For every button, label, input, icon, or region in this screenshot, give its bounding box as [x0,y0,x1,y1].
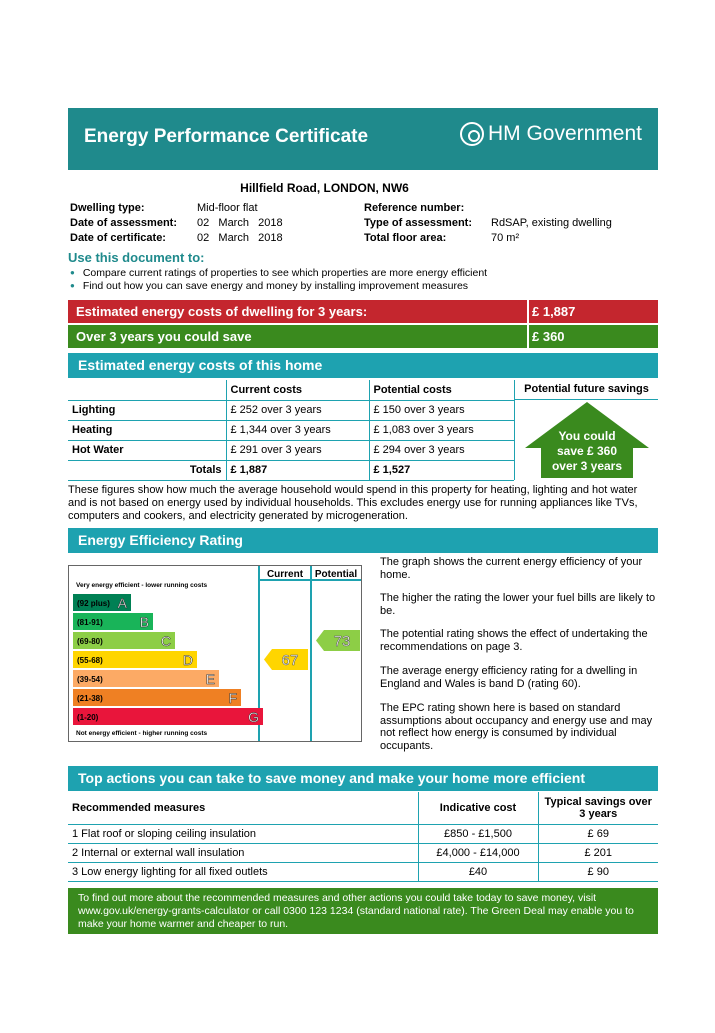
efficiency-paragraph: The graph shows the current energy efficiency of your home. [380,556,643,581]
cost-cell: £4,000 - £14,000 [418,843,538,862]
band-range-label: (92 plus) [77,599,110,608]
savings-arrow-line: over 3 years [551,459,623,473]
potential-cost-cell: £ 150 over 3 years [369,400,514,420]
costs-table [68,380,514,481]
reference-number-label: Reference number: [364,202,465,214]
band-letter-label: G [248,709,259,725]
measure-cell: 1 Flat roof or sloping ceiling insulation [68,824,418,843]
measures-table [68,792,658,882]
date-of-certificate-value: 02 March 2018 [197,232,283,244]
table-header-row [68,792,658,824]
saving-cell: £ 69 [538,824,658,843]
band-range-label: (21-38) [77,694,103,703]
potential-savings-header: Potential future savings [514,380,658,400]
bottom-note: Not energy efficient - higher running costs [76,730,208,737]
footer-line: To find out more about the recommended measures and other actions you could take today to save money, visit [78,892,597,904]
totals-current: £ 1,887 [226,460,369,480]
footer-line: www.gov.uk/energy-grants-calculator or call 0300 123 1234 (standard national rate). The Green Deal may enable you to [78,905,634,917]
current-cost-cell: £ 252 over 3 years [226,400,369,420]
savings-label: Over 3 years you could save [76,329,252,344]
band-letter-label: F [228,690,237,706]
property-address: Hillfield Road, LONDON, NW6 [240,181,409,195]
totals-potential: £ 1,527 [369,460,514,480]
bar-divider [527,300,529,323]
use-document-title: Use this document to: [68,250,205,265]
band-letter-label: C [160,633,171,649]
band-g-bar [73,708,263,725]
measure-cell: 2 Internal or external wall insulation [68,843,418,862]
totals-label: Totals [68,460,226,480]
estimated-cost-value: £ 1,887 [532,304,576,319]
potential-column-label: Potential [314,569,358,580]
table-header: Current costs [226,380,369,400]
table-row [68,400,514,420]
row-label: Heating [68,420,226,440]
costs-section-title: Estimated energy costs of this home [68,353,658,378]
total-floor-area-value: 70 m² [491,232,520,244]
dwelling-type-value: Mid-floor flat [197,202,258,214]
savings-arrow-icon [515,400,659,480]
hm-government-label: HM Government [487,122,642,145]
total-floor-area-label: Total floor area: [364,232,447,244]
saving-cell: £ 201 [538,843,658,862]
dwelling-type-label: Dwelling type: [70,202,145,214]
use-document-bullets [70,267,487,293]
potential-cost-cell: £ 294 over 3 years [369,440,514,460]
totals-row [68,460,514,480]
row-label: Hot Water [68,440,226,460]
band-letter-label: D [182,652,193,668]
date-of-assessment-label: Date of assessment: [70,217,177,229]
efficiency-paragraph: The EPC rating shown here is based on standard assumptions about occupancy and energy use and may not reflect how energy is consumed by individual occupants. [380,702,653,752]
royal-crest-icon [460,122,484,146]
table-row [68,843,658,862]
rating-bands [73,594,263,725]
table-header: Potential costs [369,380,514,400]
bullet-item: ● Compare current ratings of properties to see which properties are more energy efficient [70,267,487,280]
table-row [68,440,514,460]
costs-note: These figures show how much the average household would spend in this property for heating, lighting and hot water and is not based on energy used by individual households. This excludes energy use for running appliances like TVs, computers and cookers, and electricity generated by microgeneration. [68,484,638,522]
band-letter-label: A [117,595,127,611]
bullet-item: ● Find out how you can save energy and money by installing improvement measures [70,280,487,293]
band-range-label: (55-68) [77,656,103,665]
measure-cell: 3 Low energy lighting for all fixed outlets [68,862,418,881]
table-header: Indicative cost [418,792,538,824]
row-label: Lighting [68,400,226,420]
table-header: Recommended measures [68,792,418,824]
date-of-assessment-value: 02 March 2018 [197,217,283,229]
green-deal-footer [68,888,658,934]
potential-savings-box [514,400,658,480]
footer-line: make your home warmer and cheaper to run. [78,918,289,930]
band-range-label: (39-54) [77,675,103,684]
certificate-header [68,108,658,170]
estimated-cost-bar [68,300,658,323]
certificate-title: Energy Performance Certificate [84,126,369,147]
potential-rating-value: 73 [333,633,351,650]
current-column-label: Current [266,569,304,580]
efficiency-rating-graph [68,565,362,742]
savings-arrow-line: You could [558,429,616,443]
current-rating-value: 67 [281,652,299,669]
table-row [68,420,514,440]
band-range-label: (81-91) [77,618,103,627]
type-of-assessment-label: Type of assessment: [364,217,473,229]
hm-government-logo [460,122,642,146]
estimated-cost-label: Estimated energy costs of dwelling for 3 years: [76,304,368,319]
date-of-certificate-label: Date of certificate: [70,232,166,244]
band-letter-label: E [205,671,215,687]
band-letter-label: B [139,614,149,630]
potential-cost-cell: £ 1,083 over 3 years [369,420,514,440]
savings-value: £ 360 [532,329,565,344]
rating-chart [69,566,361,741]
table-row [68,862,658,881]
table-header: Typical savings over 3 years [538,792,658,824]
current-cost-cell: £ 1,344 over 3 years [226,420,369,440]
cost-cell: £40 [418,862,538,881]
current-cost-cell: £ 291 over 3 years [226,440,369,460]
bar-divider [527,325,529,348]
efficiency-paragraph: The higher the rating the lower your fuel bills are likely to be. [380,592,656,617]
table-row [68,824,658,843]
type-of-assessment-value: RdSAP, existing dwelling [491,217,612,229]
cost-cell: £850 - £1,500 [418,824,538,843]
band-range-label: (69-80) [77,637,103,646]
savings-arrow-line: save £ 360 [556,444,618,458]
saving-cell: £ 90 [538,862,658,881]
efficiency-paragraph: The potential rating shows the effect of undertaking the recommendations on page 3. [380,628,648,653]
efficiency-paragraph: The average energy efficiency rating for a dwelling in England and Wales is band D (rating 60). [380,665,638,690]
table-header [68,380,226,400]
efficiency-section-title: Energy Efficiency Rating [68,528,658,553]
table-header-row [68,380,514,400]
band-range-label: (1-20) [77,713,99,722]
savings-bar [68,325,658,348]
top-note: Very energy efficient - lower running costs [76,582,208,589]
actions-section-title: Top actions you can take to save money and make your home more efficient [68,766,658,791]
